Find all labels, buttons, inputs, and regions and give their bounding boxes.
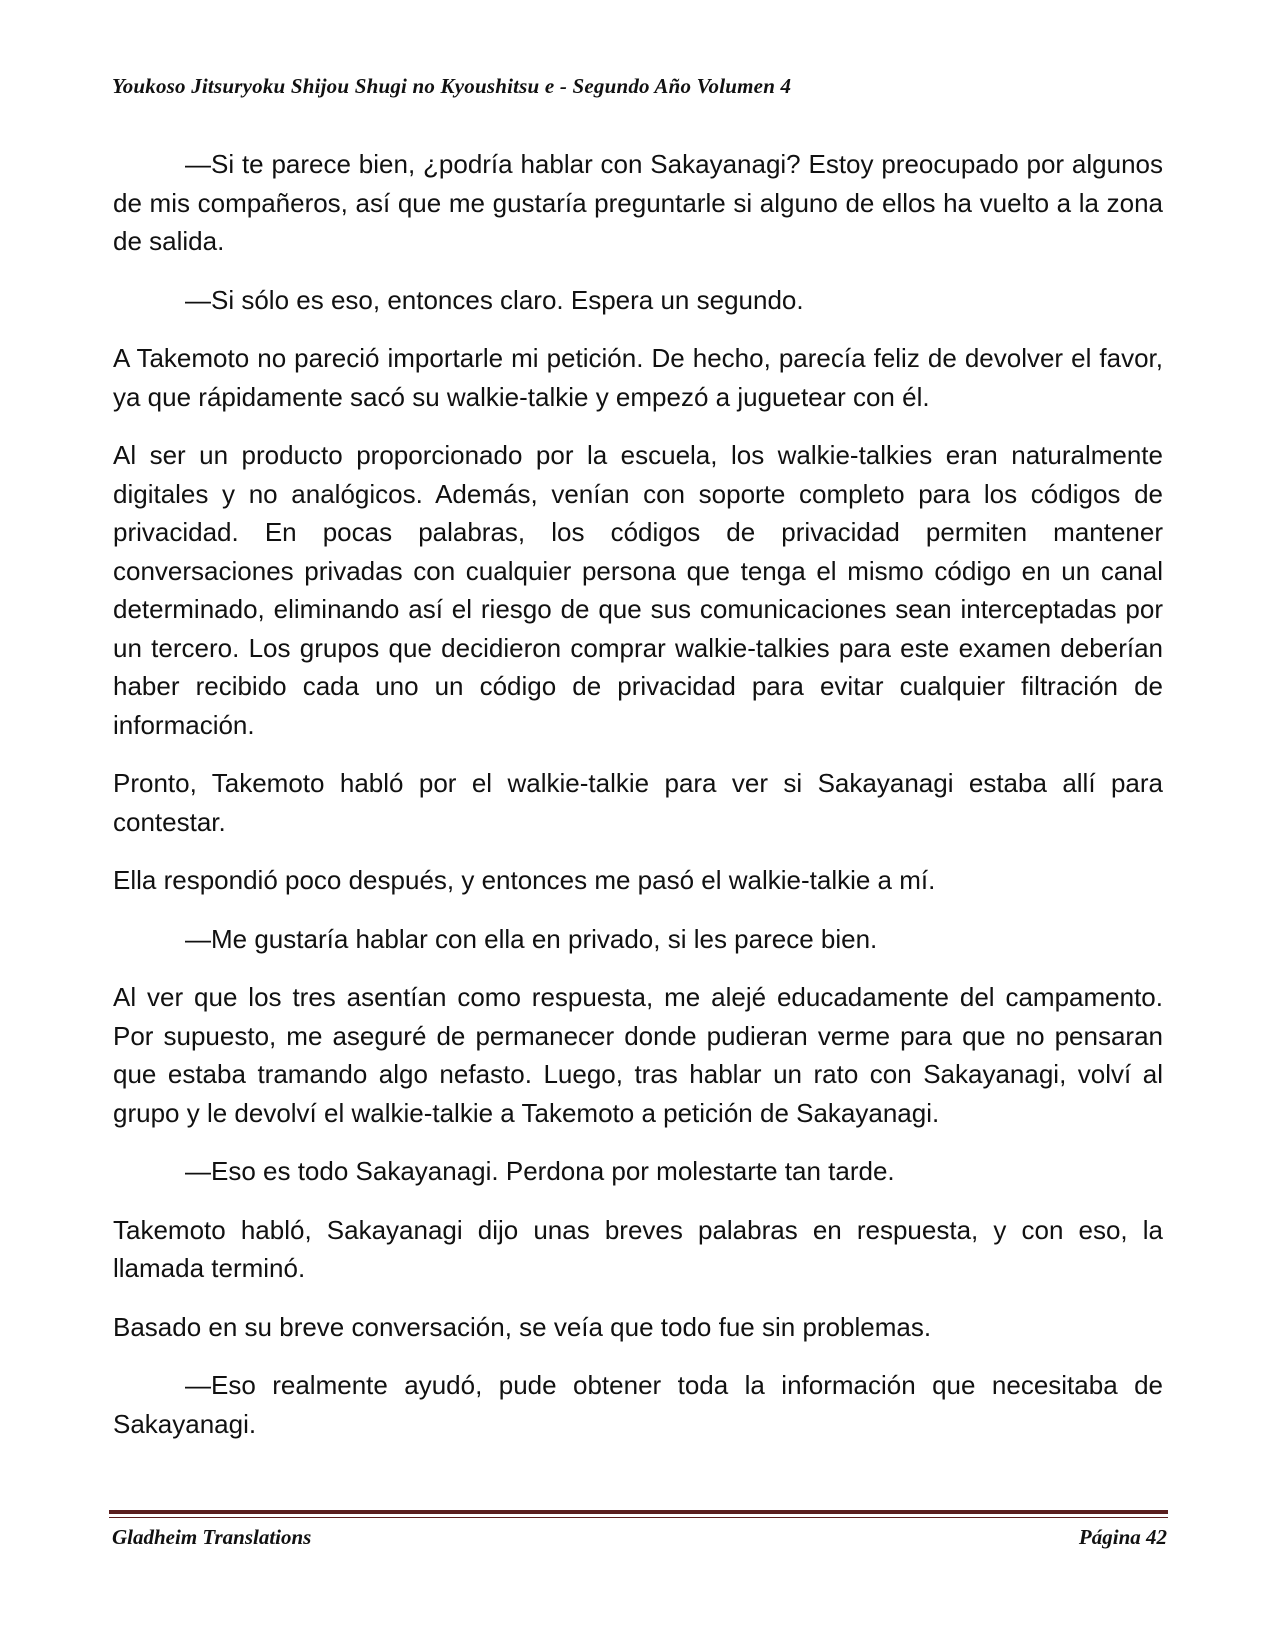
narrative-paragraph: Basado en su breve conversación, se veía que todo fue sin problemas. [113, 1311, 932, 1342]
dialog-paragraph: —Si te parece bien, ¿podría hablar con Sakayanagi? Estoy preocupado por algunos de mis compañeros, así que me gustaría preguntarle si alguno de ellos ha vuelto a la zona de salida. [113, 149, 1163, 256]
narrative-paragraph: Al ver que los tres asentían como respuesta, me alejé educadamente del campamento. Por supuesto, me aseguré de permanecer donde pudieran verme para que no pensaran que estaba tramando algo nefasto. Luego, tras hablar un rato con Sakayanagi, volví al grupo y le devolví el walkie-talkie a Takemoto a petición de Sakayanagi. [113, 982, 1163, 1128]
dialog-paragraph: —Eso realmente ayudó, pude obtener toda la información que necesitaba de Sakayanagi. [113, 1370, 1163, 1439]
narrative-paragraph: Ella respondió poco después, y entonces me pasó el walkie-talkie a mí. [113, 865, 936, 895]
page-header-title: Youkoso Jitsuryoku Shijou Shugi no Kyoushitsu e - Segundo Año Volumen 4 [112, 74, 792, 98]
footer-divider [109, 1510, 1168, 1514]
footer-translator-credit: Gladheim Translations [112, 1525, 312, 1549]
dialog-paragraph: —Me gustaría hablar con ella en privado, si les parece bien. [185, 923, 878, 954]
narrative-paragraph: Al ser un producto proporcionado por la escuela, los walkie-talkies eran naturalmente digitales y no analógicos. Además, venían con soporte completo para los códigos de privacidad. En pocas palabras, los códigos de privacidad permiten mantener conversaciones privadas con cualquier persona que tenga el mismo código en un canal determinado, eliminando así el riesgo de que sus comunicaciones sean interceptadas por un tercero. Los grupos que decidieron comprar walkie-talkies para este examen deberían haber recibido cada uno un código de privacidad para evitar cualquier filtración de información. [113, 440, 1163, 740]
footer-page-number: Página 42 [1078, 1525, 1167, 1549]
narrative-paragraph: A Takemoto no pareció importarle mi petición. De hecho, parecía feliz de devolver el favor, ya que rápidamente sacó su walkie-talkie y empezó a juguetear con él. [113, 343, 1163, 412]
body-text [113, 145, 1163, 1463]
footer-divider-thin [109, 1517, 1168, 1518]
narrative-paragraph: Pronto, Takemoto habló por el walkie-talkie para ver si Sakayanagi estaba allí para contestar. [113, 768, 1163, 837]
dialog-paragraph: —Si sólo es eso, entonces claro. Espera un segundo. [185, 284, 804, 315]
narrative-paragraph: Takemoto habló, Sakayanagi dijo unas breves palabras en respuesta, y con eso, la llamada terminó. [113, 1214, 1163, 1283]
dialog-paragraph: —Eso es todo Sakayanagi. Perdona por molestarte tan tarde. [185, 1156, 895, 1186]
